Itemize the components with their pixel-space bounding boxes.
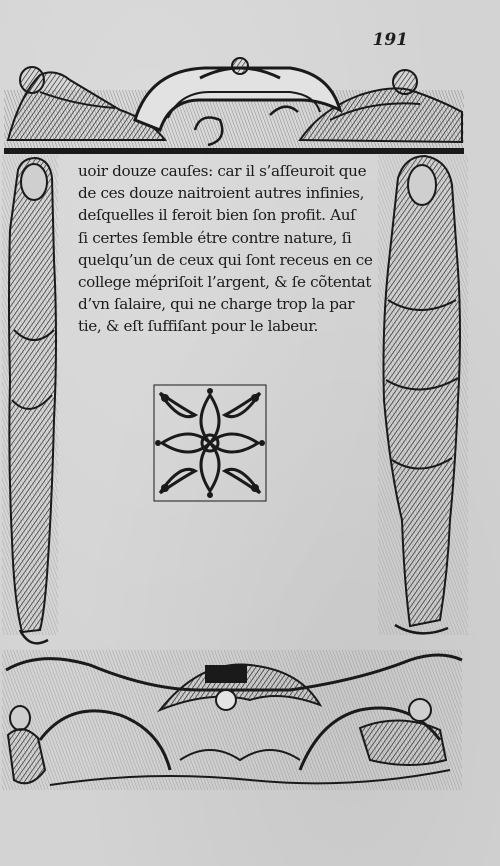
text-line: quelqu’un de ceux qui ſont receus en ce xyxy=(78,250,373,269)
top-frieze xyxy=(4,58,464,154)
bottom-frieze xyxy=(2,650,462,790)
text-line: ſi certes ſemble étre contre nature, ſi xyxy=(78,228,352,247)
text-line: deſquelles il feroit bien ſon profit. Auſ xyxy=(78,206,356,225)
body-text xyxy=(78,160,378,338)
page-number: 191 xyxy=(372,30,408,50)
central-ornament xyxy=(154,385,266,501)
text-line: d’vn ſalaire, qui ne charge trop la par xyxy=(78,295,355,314)
right-caryatid-figure xyxy=(378,155,468,635)
text-line: tie, & eſt ſuffiſant pour le labeur. xyxy=(78,317,319,336)
text-line: uoir douze cauſes: car il s’aſſeuroit que xyxy=(78,162,367,180)
left-caryatid-figure xyxy=(2,155,58,643)
text-line: college mépriſoit l’argent, & ſe cõtentat xyxy=(78,272,372,291)
text-line: de ces douze naitroient autres infinies, xyxy=(78,184,365,203)
